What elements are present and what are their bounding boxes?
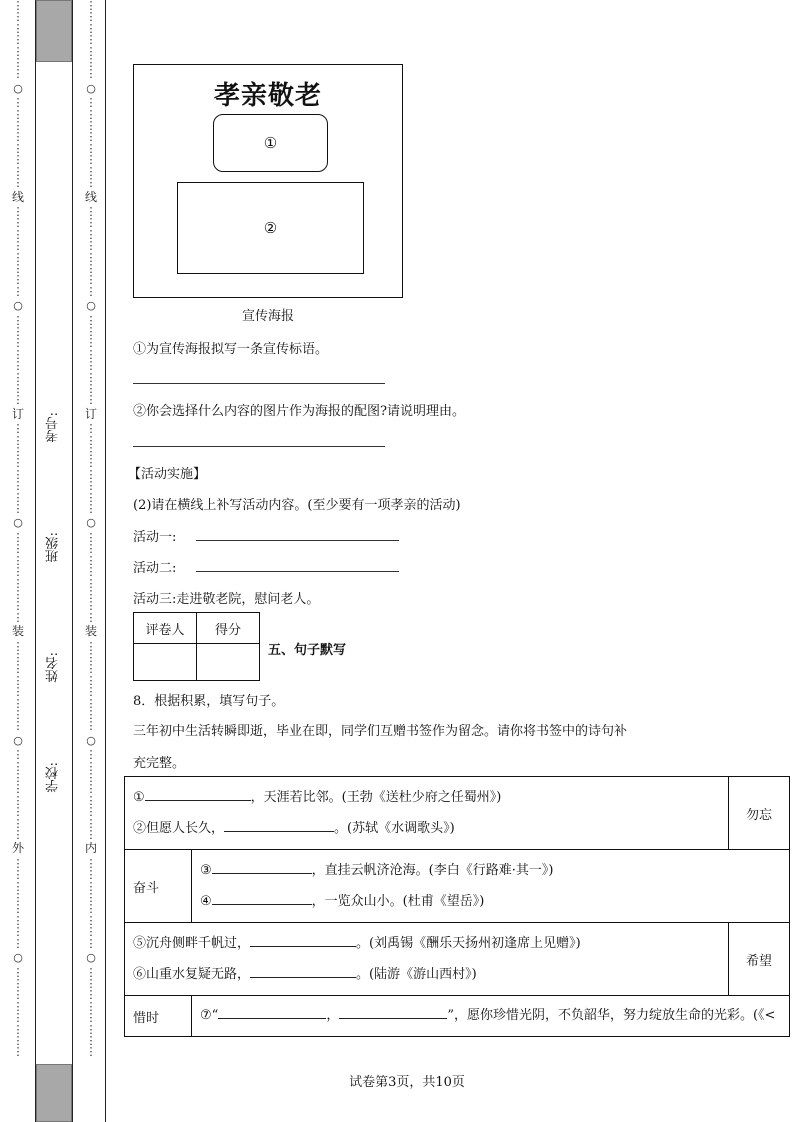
binding-dots: ⋮ [85, 879, 97, 893]
binding-dots: ⋮ [12, 988, 24, 1002]
binding-dots: ⋮ [12, 565, 24, 579]
binding-dots: ⋮ [12, 610, 24, 624]
binding-dots: ⋮ [12, 793, 24, 807]
table-row [125, 996, 790, 1037]
binding-dots: ⋮ [85, 639, 97, 653]
binding-dots: ⋮ [12, 782, 24, 796]
binding-dots: ⋮ [85, 816, 97, 830]
question-slogan: ①为宣传海报拟写一条宣传标语。 [133, 342, 329, 357]
binding-circle: ○ [13, 951, 23, 965]
binding-dots: ⋮ [85, 67, 97, 81]
question-image: ②你会选择什么内容的图片作为海报的配图?请说明理由。 [133, 404, 465, 419]
binding-dots: ⋮ [12, 21, 24, 35]
binding-dots: ⋮ [12, 771, 24, 784]
binding-dots: ⋮ [85, 828, 97, 842]
binding-dots: ⋮ [85, 599, 97, 613]
poster-title: 孝亲敬老 [213, 81, 322, 111]
grader-box [133, 612, 260, 681]
binding-dots: ⋮ [85, 1045, 97, 1059]
binding-dots: ⋮ [12, 119, 24, 133]
binding-line [105, 0, 106, 1122]
binding-dots: ⋮ [12, 359, 24, 373]
binding-dots: ⋮ [12, 130, 24, 144]
binding-dots: ⋮ [12, 748, 24, 762]
answer-blank[interactable] [250, 965, 356, 978]
question-8-title: 8．根据积累，填写句子。 [133, 694, 285, 709]
binding-dots: ⋮ [12, 382, 24, 395]
binding-dots: ⋮ [12, 141, 24, 155]
activity-one-line[interactable] [196, 540, 399, 541]
binding-dots: ⋮ [85, 273, 97, 287]
score-cell[interactable] [197, 644, 260, 681]
answer-line[interactable] [133, 446, 385, 447]
binding-dots: ⋮ [85, 685, 97, 699]
binding-dots: ⋮ [85, 324, 97, 338]
binding-dots: ⋮ [85, 502, 97, 516]
answer-blank[interactable] [250, 934, 356, 947]
binding-dots: ⋮ [12, 336, 24, 350]
binding-label: 装 [85, 624, 98, 639]
binding-dots: ⋮ [85, 805, 97, 819]
binding-label: 内 [85, 841, 98, 856]
binding-dots: ⋮ [12, 828, 24, 842]
binding-dots: ⋮ [85, 1022, 97, 1036]
binding-dots: ⋮ [12, 925, 24, 939]
activity-two-label: 活动二: [133, 561, 177, 576]
binding-dots: ⋮ [85, 164, 97, 178]
binding-dots: ⋮ [85, 44, 97, 58]
answer-blank[interactable] [212, 892, 312, 905]
binding-dots: ⋮ [12, 313, 24, 327]
binding-dots: ⋮ [12, 936, 24, 950]
binding-dots: ⋮ [85, 936, 97, 950]
table-row [125, 923, 790, 996]
binding-dots: ⋮ [12, 759, 24, 773]
inner-binding-column [85, 0, 97, 1058]
binding-dots: ⋮ [12, 216, 24, 230]
binding-dots: ⋮ [85, 21, 97, 35]
binding-dots: ⋮ [85, 433, 97, 447]
school-label: 学校: [46, 762, 61, 793]
binding-dots: ⋮ [12, 719, 24, 733]
activity-two-line[interactable] [196, 571, 399, 572]
binding-dots: ⋮ [85, 902, 97, 916]
binding-dots: ⋮ [85, 650, 97, 664]
binding-dots: ⋮ [12, 1033, 24, 1047]
binding-dots: ⋮ [12, 1045, 24, 1059]
binding-dots: ⋮ [85, 227, 97, 241]
binding-dots: ⋮ [85, 530, 97, 544]
binding-dots: ⋮ [12, 856, 24, 870]
outer-binding-column [12, 0, 24, 1058]
binding-dots: ⋮ [85, 347, 97, 361]
binding-dots: ⋮ [12, 868, 24, 882]
binding-dots: ⋮ [85, 10, 97, 24]
binding-dots: ⋮ [85, 793, 97, 807]
binding-dots: ⋮ [85, 610, 97, 624]
binding-dots: ⋮ [12, 965, 24, 979]
binding-dots: ⋮ [12, 433, 24, 447]
binding-dots: ⋮ [85, 239, 97, 253]
theme-label: 奋斗 [125, 850, 192, 923]
binding-dots: ⋮ [85, 445, 97, 459]
bookmark-table [124, 776, 790, 1037]
binding-dots: ⋮ [12, 816, 24, 830]
score-header: 得分 [197, 613, 260, 644]
binding-dots: ⋮ [12, 1011, 24, 1025]
binding-dots: ⋮ [12, 685, 24, 699]
binding-dots: ⋮ [12, 490, 24, 504]
binding-dots: ⋮ [12, 261, 24, 275]
answer-line[interactable] [133, 383, 385, 384]
binding-dots: ⋮ [12, 324, 24, 338]
poem-cell: ⑦“ ， ”，愿你珍惜光阴，不负韶华，努力绽放生命的光彩。(《< [192, 996, 790, 1037]
binding-dots: ⋮ [85, 719, 97, 733]
binding-dots: ⋮ [12, 913, 24, 927]
binding-dots: ⋮ [85, 479, 97, 493]
binding-dots: ⋮ [85, 988, 97, 1002]
binding-dots: ⋮ [85, 553, 97, 567]
binding-dots: ⋮ [85, 261, 97, 275]
theme-label: 惜时 [125, 996, 192, 1037]
binding-dots: ⋮ [12, 650, 24, 664]
binding-dots: ⋮ [85, 393, 97, 407]
binding-dots: ⋮ [85, 771, 97, 784]
binding-dots: ⋮ [85, 107, 97, 121]
binding-dots: ⋮ [85, 913, 97, 927]
binding-dots: ⋮ [85, 999, 97, 1013]
binding-dots: ⋮ [12, 639, 24, 653]
binding-dots: ⋮ [12, 662, 24, 676]
binding-dots: ⋮ [12, 879, 24, 893]
binding-dots: ⋮ [85, 925, 97, 939]
section-five-heading: 五、句子默写 [268, 643, 347, 658]
answer-blank[interactable] [212, 861, 312, 874]
binding-dots: ⋮ [85, 216, 97, 230]
binding-circle: ○ [86, 516, 96, 530]
binding-label: 线 [85, 189, 98, 204]
poem-cell: ③ ，直挂云帆济沧海。(李白《行路难·其一》) ④ ，一览众山小。(杜甫《望岳》) [192, 850, 790, 923]
poster-caption: 宣传海报 [241, 309, 294, 324]
binding-dots: ⋮ [12, 44, 24, 58]
binding-dots: ⋮ [12, 891, 24, 905]
table-row [125, 777, 790, 850]
activity-one-label: 活动一: [133, 530, 177, 545]
binding-dots: ⋮ [85, 1011, 97, 1025]
binding-dots: ⋮ [12, 33, 24, 47]
binding-dots: ⋮ [12, 153, 24, 167]
grader-cell[interactable] [134, 644, 197, 681]
binding-dots: ⋮ [85, 868, 97, 882]
binding-circle: ○ [86, 81, 96, 95]
binding-dots: ⋮ [12, 227, 24, 241]
binding-dots: ⋮ [85, 490, 97, 504]
question-8-intro-cont: 充完整。 [133, 756, 186, 771]
binding-dots: ⋮ [12, 467, 24, 481]
binding-dots: ⋮ [12, 999, 24, 1013]
theme-label: 希望 [729, 923, 790, 996]
binding-dots: ⋮ [85, 673, 97, 687]
binding-dots: ⋮ [85, 119, 97, 133]
page-footer: 试卷第3页，共10页 [349, 1075, 465, 1090]
binding-dots: ⋮ [12, 239, 24, 253]
binding-line [72, 0, 73, 1122]
binding-circle: ○ [86, 733, 96, 747]
binding-dots: ⋮ [85, 313, 97, 327]
exam-number-label: 考号: [46, 412, 61, 443]
binding-dots: ⋮ [12, 553, 24, 567]
binding-dots: ⋮ [85, 250, 97, 264]
binding-dots: ⋮ [12, 976, 24, 990]
binding-dots: ⋮ [12, 284, 24, 298]
section-heading: 【活动实施】 [128, 467, 207, 482]
binding-dots: ⋮ [12, 393, 24, 407]
poster-slogan-slot: ① [213, 114, 328, 172]
activity-three: 活动三:走进敬老院，慰问老人。 [133, 592, 320, 607]
binding-dots: ⋮ [85, 759, 97, 773]
binding-dots: ⋮ [12, 530, 24, 544]
binding-label: 线 [12, 189, 25, 204]
name-label: 姓名: [46, 652, 61, 683]
binding-dots: ⋮ [85, 856, 97, 870]
binding-dots: ⋮ [12, 10, 24, 24]
binding-dots: ⋮ [85, 542, 97, 556]
binding-dots: ⋮ [85, 336, 97, 350]
binding-dots: ⋮ [12, 445, 24, 459]
poster-image-slot: ② [177, 182, 364, 274]
binding-dots: ⋮ [12, 902, 24, 916]
binding-dots: ⋮ [12, 107, 24, 121]
binding-dots: ⋮ [85, 587, 97, 601]
binding-circle: ○ [13, 81, 23, 95]
binding-dots: ⋮ [85, 748, 97, 762]
binding-circle: ○ [13, 299, 23, 313]
binding-dots: ⋮ [85, 96, 97, 110]
binding-dots: ⋮ [85, 284, 97, 298]
binding-dots: ⋮ [85, 976, 97, 990]
binding-circle: ○ [13, 516, 23, 530]
answer-blank[interactable] [339, 1006, 447, 1019]
binding-dots: ⋮ [85, 370, 97, 384]
binding-dots: ⋮ [85, 153, 97, 167]
binding-dots: ⋮ [85, 176, 97, 190]
binding-dots: ⋮ [12, 370, 24, 384]
binding-dots: ⋮ [85, 456, 97, 470]
binding-circle: ○ [86, 299, 96, 313]
answer-blank[interactable] [224, 819, 334, 832]
binding-dots: ⋮ [12, 479, 24, 493]
binding-dots: ⋮ [85, 56, 97, 70]
binding-label: 订 [85, 406, 98, 421]
binding-dots: ⋮ [85, 359, 97, 373]
binding-dots: ⋮ [12, 164, 24, 178]
binding-dots: ⋮ [12, 250, 24, 264]
binding-dots: ⋮ [12, 587, 24, 601]
binding-dots: ⋮ [12, 347, 24, 361]
binding-dots: ⋮ [85, 696, 97, 710]
poster-frame [133, 64, 403, 298]
binding-dots: ⋮ [85, 204, 97, 218]
binding-dots: ⋮ [12, 502, 24, 516]
binding-dots: ⋮ [85, 565, 97, 579]
binding-dots: ⋮ [12, 456, 24, 470]
binding-dots: ⋮ [85, 33, 97, 47]
binding-dots: ⋮ [85, 422, 97, 436]
binding-dots: ⋮ [12, 599, 24, 613]
question-8-intro: 三年初中生活转瞬即逝，毕业在即，同学们互赠书签作为留念。请你将书签中的诗句补 [133, 724, 628, 739]
question-activities: (2)请在横线上补写活动内容。(至少要有一项孝亲的活动) [133, 498, 461, 513]
binding-line [35, 0, 36, 1122]
binding-circle: ○ [13, 733, 23, 747]
binding-label: 订 [12, 406, 25, 421]
answer-blank[interactable] [218, 1006, 326, 1019]
binding-dots: ⋮ [12, 67, 24, 81]
binding-dots: ⋮ [85, 707, 97, 721]
binding-dots: ⋮ [12, 576, 24, 590]
answer-blank[interactable] [145, 788, 251, 801]
binding-dots: ⋮ [85, 382, 97, 395]
binding-dots: ⋮ [12, 176, 24, 190]
binding-dots: ⋮ [12, 204, 24, 218]
binding-dots: ⋮ [12, 422, 24, 436]
binding-dots: ⋮ [12, 707, 24, 721]
binding-label: 装 [12, 624, 25, 639]
binding-dots: ⋮ [12, 0, 24, 12]
binding-dots: ⋮ [85, 662, 97, 676]
poem-cell: ⑤沉舟侧畔千帆过， 。(刘禹锡《酬乐天扬州初逢席上见赠》) ⑥山重水复疑无路， 。(陆游《游山西村》) [125, 923, 729, 996]
class-label: 班级: [46, 532, 61, 563]
poem-cell: ① ，天涯若比邻。(王勃《送杜少府之任蜀州》) ②但愿人长久， 。(苏轼《水调歌头》) [125, 777, 729, 850]
grader-header: 评卷人 [134, 613, 197, 644]
binding-circle: ○ [86, 951, 96, 965]
binding-dots: ⋮ [85, 1033, 97, 1047]
binding-dots: ⋮ [85, 130, 97, 144]
binding-dots: ⋮ [12, 542, 24, 556]
binding-dots: ⋮ [85, 467, 97, 481]
binding-dots: ⋮ [85, 0, 97, 12]
table-row [125, 850, 790, 923]
theme-label: 勿忘 [729, 777, 790, 850]
binding-dots: ⋮ [12, 696, 24, 710]
binding-dots: ⋮ [12, 1022, 24, 1036]
binding-dots: ⋮ [85, 965, 97, 979]
binding-dots: ⋮ [85, 576, 97, 590]
binding-dots: ⋮ [12, 273, 24, 287]
binding-dots: ⋮ [12, 805, 24, 819]
binding-dots: ⋮ [85, 891, 97, 905]
binding-label: 外 [12, 841, 25, 856]
binding-dots: ⋮ [12, 673, 24, 687]
binding-dots: ⋮ [12, 96, 24, 110]
binding-dots: ⋮ [12, 56, 24, 70]
binding-dots: ⋮ [85, 782, 97, 796]
binding-panel-top [36, 0, 72, 62]
binding-dots: ⋮ [85, 141, 97, 155]
